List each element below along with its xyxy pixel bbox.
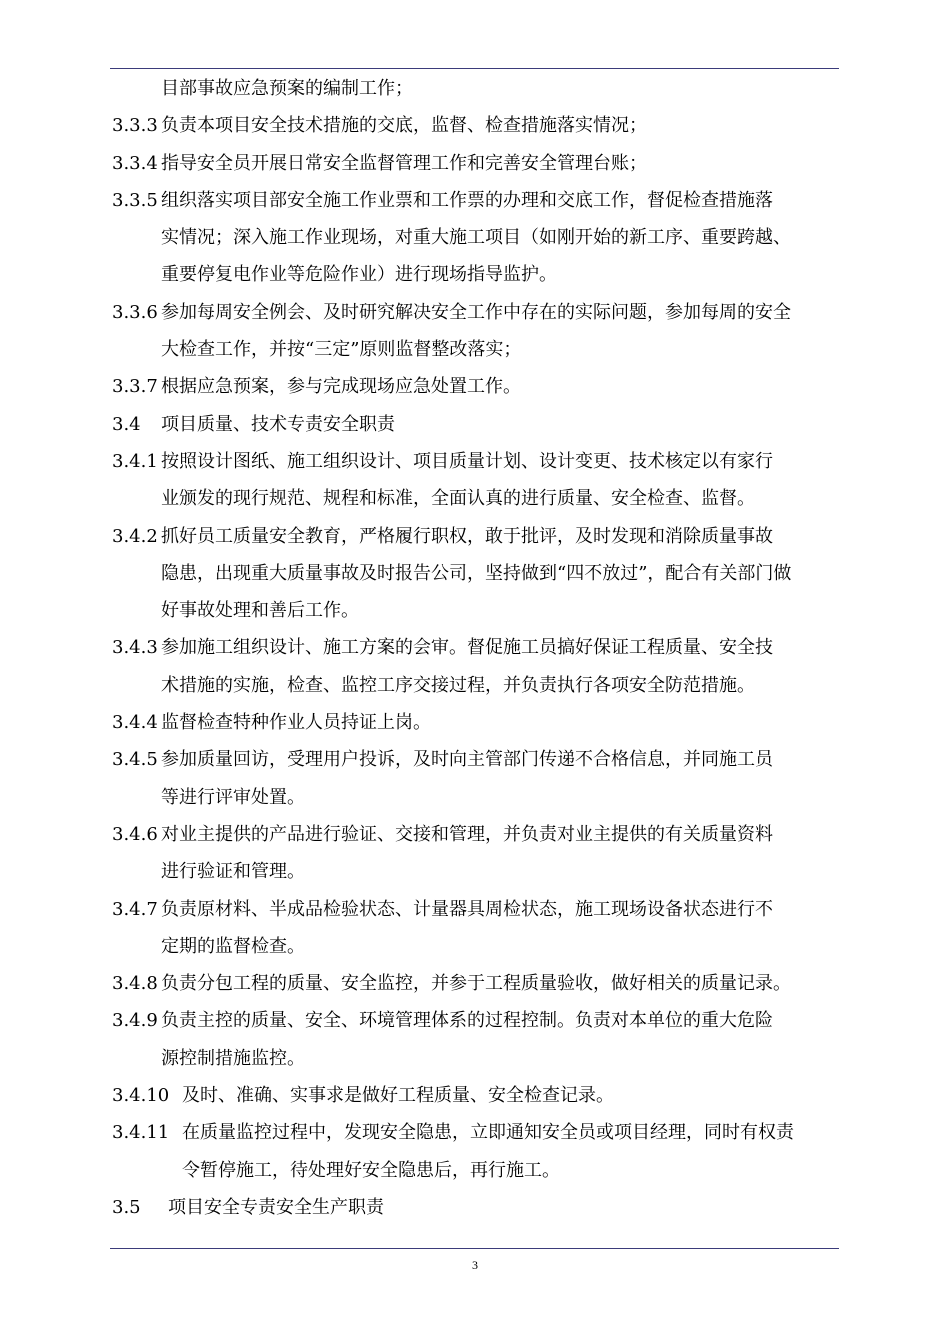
clause-number: 3.4.9 (112, 1010, 158, 1032)
clause-text-line: 参加每周安全例会、及时研究解决安全工作中存在的实际问题，参加每周的安全 (161, 301, 791, 323)
clause-number: 3.4.8 (112, 973, 158, 995)
clause-number: 3.4.1 (112, 450, 158, 472)
clause-paragraph (112, 1002, 840, 1077)
footer-rule (110, 1248, 839, 1249)
clause-paragraph (112, 629, 840, 704)
clause-number: 3.4 (112, 413, 141, 435)
clause-text-line: 定期的监督检查。 (161, 935, 305, 957)
clause-text-line: 监督检查特种作业人员持证上岗。 (161, 712, 431, 734)
clause-paragraph (112, 182, 840, 294)
clause-paragraph (112, 741, 840, 816)
clause-text-line: 实情况；深入施工作业现场，对重大施工项目（如刚开始的新工序、重要跨越、 (161, 227, 791, 249)
clause-text-line: 业颁发的现行规范、规程和标准，全面认真的进行质量、安全检查、监督。 (161, 488, 755, 510)
clause-number: 3.4.6 (112, 823, 158, 845)
clause-text-line: 负责主控的质量、安全、环境管理体系的过程控制。负责对本单位的重大危险 (161, 1010, 773, 1032)
clause-number: 3.4.7 (112, 898, 158, 920)
clause-text-line: 令暂停施工，待处理好安全隐患后，再行施工。 (182, 1159, 560, 1181)
clause-text-line: 参加质量回访，受理用户投诉，及时向主管部门传递不合格信息，并同施工员 (161, 749, 773, 771)
clause-text-line: 按照设计图纸、施工组织设计、项目质量计划、设计变更、技术核定以有家行 (161, 450, 773, 472)
clause-number: 3.4.4 (112, 712, 158, 734)
clause-paragraph (112, 368, 840, 405)
clause-paragraph (112, 891, 840, 966)
clause-paragraph (112, 1189, 840, 1226)
clause-text-line: 大检查工作，并按“三定”原则监督整改落实； (161, 339, 522, 361)
clause-number: 3.4.5 (112, 749, 158, 771)
clause-paragraph (112, 518, 840, 630)
page-number: 3 (472, 1258, 478, 1272)
clause-number: 3.3.3 (112, 115, 158, 137)
clause-text-line: 重要停复电作业等危险作业）进行现场指导监护。 (161, 264, 557, 286)
clause-text-line: 好事故处理和善后工作。 (161, 600, 359, 622)
clause-paragraph (112, 294, 840, 369)
clause-number: 3.3.5 (112, 189, 158, 211)
clause-number: 3.4.2 (112, 525, 158, 547)
clause-number: 3.3.6 (112, 301, 158, 323)
clause-text-line: 进行验证和管理。 (161, 861, 305, 883)
clause-text-line: 目部事故应急预案的编制工作； (161, 78, 413, 99)
clause-text-line: 抓好员工质量安全教育，严格履行职权，敢于批评，及时发现和消除质量事故 (161, 525, 773, 547)
clause-text-line: 根据应急预案，参与完成现场应急处置工作。 (161, 376, 521, 398)
clause-text-line: 负责原材料、半成品检验状态、计量器具周检状态，施工现场设备状态进行不 (161, 898, 773, 920)
clause-text-line: 项目安全专责安全生产职责 (168, 1196, 384, 1218)
clause-text-line: 参加施工组织设计、施工方案的会审。督促施工员搞好保证工程质量、安全技 (161, 637, 773, 659)
clause-paragraph (112, 107, 840, 144)
clause-number: 3.5 (112, 1196, 141, 1218)
document-body (112, 70, 840, 1226)
clause-number: 3.4.11 (112, 1122, 170, 1144)
clause-text-line: 等进行评审处置。 (161, 786, 305, 808)
clause-number: 3.4.10 (112, 1085, 170, 1107)
clause-text-line: 负责分包工程的质量、安全监控，并参于工程质量验收，做好相关的质量记录。 (161, 973, 791, 995)
clause-number: 3.3.7 (112, 376, 158, 398)
clause-text-line: 项目质量、技术专责安全职责 (161, 413, 395, 435)
clause-text-line: 在质量监控过程中，发现安全隐患，立即通知安全员或项目经理，同时有权责 (182, 1122, 794, 1144)
clause-paragraph (112, 145, 840, 182)
clause-paragraph (112, 1114, 840, 1189)
clause-paragraph (112, 704, 840, 741)
clause-paragraph (112, 406, 840, 443)
clause-paragraph (112, 816, 840, 891)
clause-text-line: 及时、准确、实事求是做好工程质量、安全检查记录。 (182, 1085, 614, 1107)
clause-paragraph (112, 965, 840, 1002)
clause-text-line: 源控制措施监控。 (161, 1047, 305, 1069)
clause-text-line: 负责本项目安全技术措施的交底，监督、检查措施落实情况； (161, 115, 647, 137)
clause-text-line: 组织落实项目部安全施工作业票和工作票的办理和交底工作，督促检查措施落 (161, 189, 773, 211)
clause-text-line: 指导安全员开展日常安全监督管理工作和完善安全管理台账； (161, 152, 647, 174)
clause-text-line: 隐患，出现重大质量事故及时报告公司，坚持做到“四不放过”，配合有关部门做 (161, 562, 792, 584)
clause-text-line: 术措施的实施，检查、监控工序交接过程，并负责执行各项安全防范措施。 (161, 674, 755, 696)
clause-number: 3.3.4 (112, 152, 158, 174)
clause-paragraph (112, 443, 840, 518)
clause-number: 3.4.3 (112, 637, 158, 659)
header-rule (110, 68, 839, 69)
clause-text-line: 对业主提供的产品进行验证、交接和管理，并负责对业主提供的有关质量资料 (161, 823, 773, 845)
clause-paragraph (112, 70, 840, 107)
clause-paragraph (112, 1077, 840, 1114)
